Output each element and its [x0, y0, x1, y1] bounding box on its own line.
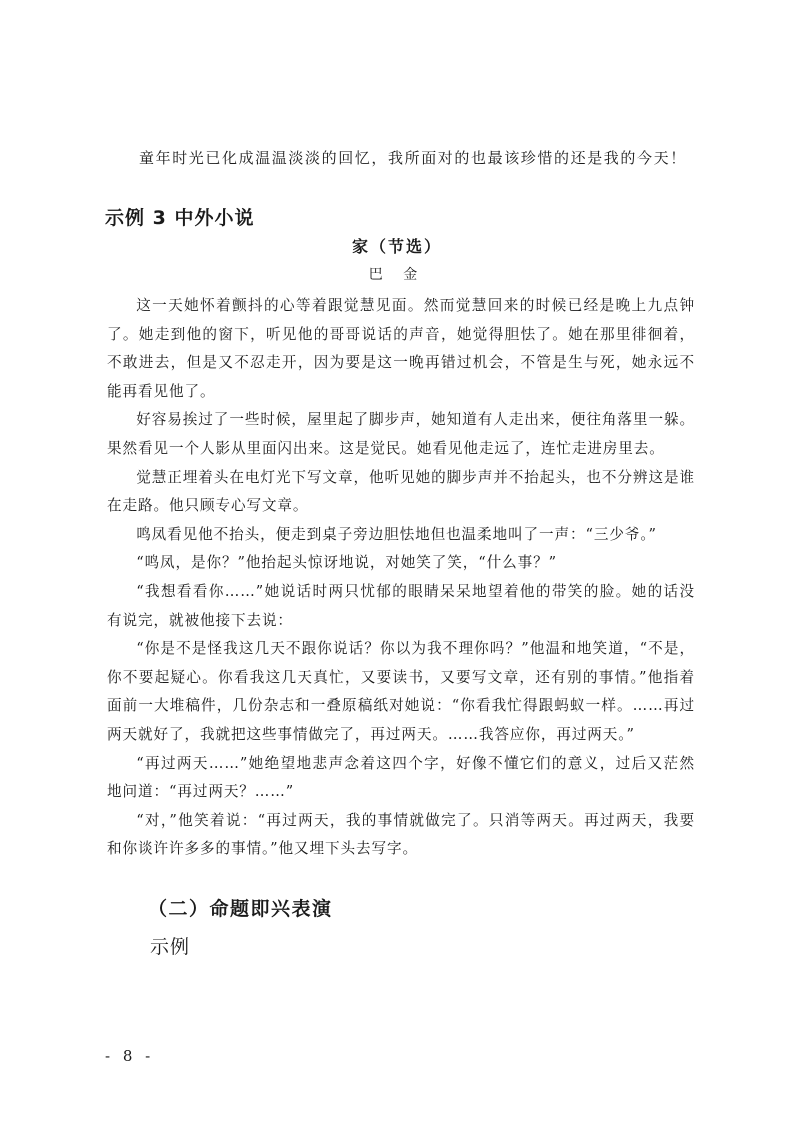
- paragraph: “你是不是怪我这几天不跟你说话？你以为我不理你吗？”他温和地笑道，“不是，你不要起疑心。你看我这几天真忙，又要读书，又要写文章，还有别的事情。”他指着面前一大堆稿件，几份杂志和一叠原稿纸对她说：“你看我忙得跟蚂蚁一样。……再过两天就好了，我就把这些事情做完了，再过两天。……我答应你，再过两天。”: [107, 640, 695, 743]
- excerpt-author: 巴 金: [368, 267, 426, 283]
- paragraph: 觉慧正埋着头在电灯光下写文章，他听见她的脚步声并不抬起头，也不分辨这是谁在走路。他只顾专心写文章。: [107, 468, 695, 515]
- excerpt-body: [107, 292, 695, 864]
- paragraph: “再过两天……”她绝望地悲声念着这四个字，好像不懂它们的意义，过后又茫然地问道：“再过两天？……”: [107, 754, 695, 801]
- paragraph: 鸣凤看见他不抬头，便走到桌子旁边胆怯地但也温柔地叫了一声：“三少爷。”: [136, 525, 657, 543]
- paragraph: 这一天她怀着颤抖的心等着跟觉慧见面。然而觉慧回来的时候已经是晚上九点钟了。她走到他的窗下，听见他的哥哥说话的声音，她觉得胆怯了。她在那里徘徊着，不敢进去，但是又不忍走开，因为要是这一晚再错过机会，不管是生与死，她永远不能再看见他了。: [107, 297, 695, 400]
- subsection-example-label: 示例: [150, 936, 191, 958]
- subsection-heading: （二）命题即兴表演: [148, 898, 333, 920]
- page-number: - 8 -: [105, 1047, 155, 1065]
- paragraph: “我想看看你……”她说话时两只忧郁的眼睛呆呆地望着他的带笑的脸。她的话没有说完，就被他接下去说：: [107, 582, 695, 629]
- excerpt-title: 家（节选）: [351, 237, 442, 256]
- section-heading: 示例 3 中外小说: [105, 207, 255, 229]
- closing-line: 童年时光已化成温温淡淡的回忆，我所面对的也最该珍惜的还是我的今天！: [139, 149, 687, 167]
- paragraph: 好容易挨过了一些时候，屋里起了脚步声，她知道有人走出来，便往角落里一躲。果然看见一个人影从里面闪出来。这是觉民。她看见他走远了，连忙走进房里去。: [107, 411, 695, 457]
- paragraph: “鸣凤，是你？”他抬起头惊讶地说，对她笑了笑，“什么事？”: [136, 554, 557, 572]
- paragraph: “对，”他笑着说：“再过两天，我的事情就做完了。只消等两天。再过两天，我要和你谈许许多多的事情。”他又埋下头去写字。: [107, 811, 695, 858]
